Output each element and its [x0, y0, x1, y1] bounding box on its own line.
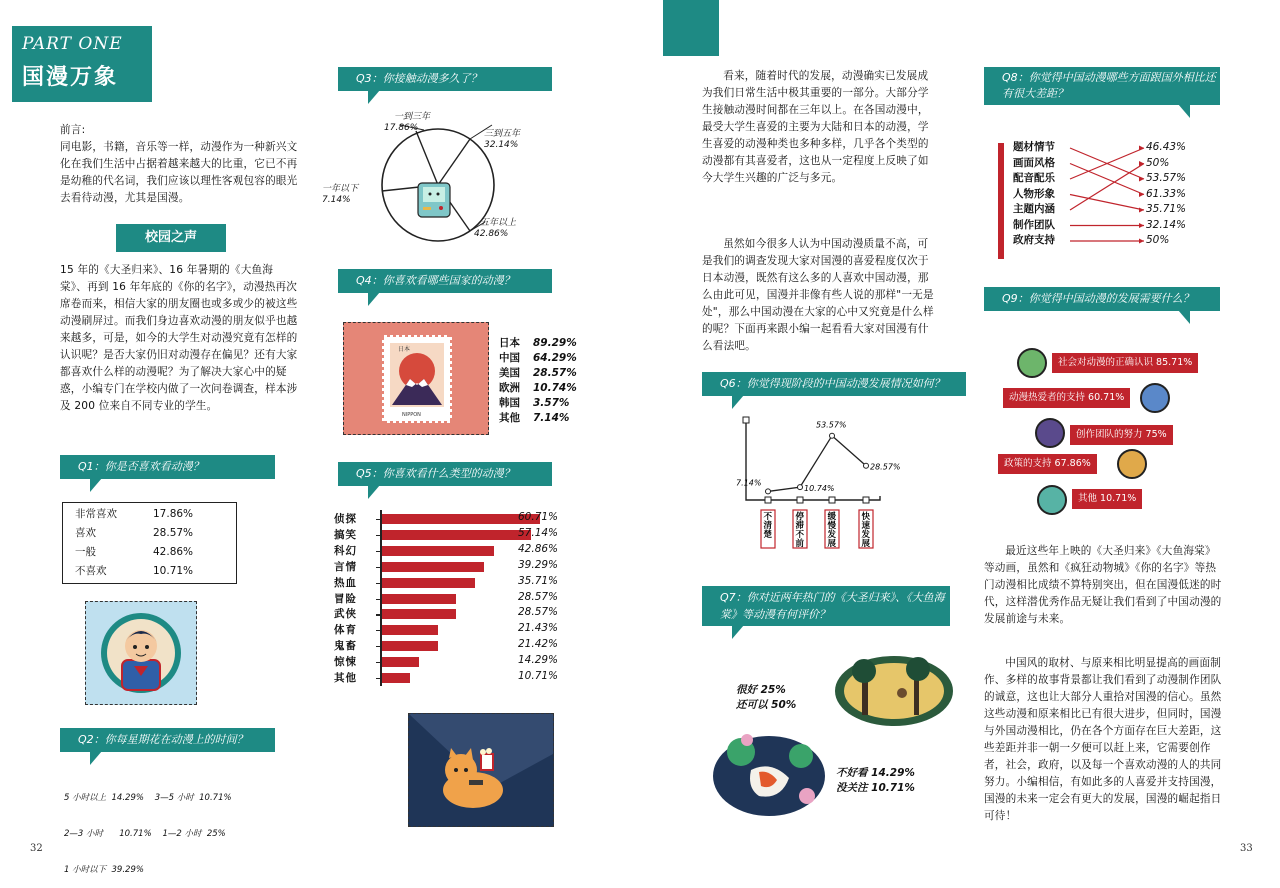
q6-xlabel-char: 发	[827, 530, 837, 540]
q5-tick	[376, 662, 382, 663]
q8-connector	[1070, 195, 1144, 211]
avatar-4	[1117, 449, 1147, 479]
q5-tick	[376, 535, 382, 536]
q7-b-1	[836, 766, 915, 781]
q5-bar-chart	[334, 510, 574, 690]
q4-item	[499, 336, 577, 351]
q8-redline	[998, 143, 1004, 259]
q8-label: 主题内涵	[1013, 203, 1055, 215]
q6-xlabel-char: 楚	[763, 530, 773, 540]
q8-values	[1146, 140, 1186, 249]
q6-series-line	[768, 436, 866, 492]
q9-tag-4-label: 政策的支持	[1004, 458, 1052, 469]
q1-row	[75, 543, 224, 562]
q3-label-1-value: 17.86%	[384, 123, 419, 133]
q5-bar	[382, 625, 438, 635]
q8-connector	[1070, 164, 1144, 195]
q9-tag-2	[1003, 388, 1130, 408]
right-outro-p2: 中国风的取材、与原来相比明显提高的画面制作、多样的故事背景都让我们看到了动漫制作团队的诚意，这也让大部分人重拾对国漫的信心。虽然这些动漫和原来相比已有很大进步，但同时，国漫与外国动漫相比，仍在各个方面存在巨大差距，这些差距并非一朝一夕便可以赶上来，它需要创作者，社会，政府，以及每一个喜欢动漫的人的共同努力。小编相信，有如此多的人喜爱并支持国漫，国漫的未来一定会有更大的发展，国漫的崛起指日可待！	[984, 657, 1222, 822]
q5-bar-value: 39.29%	[518, 558, 559, 571]
q1-row-label: 非常喜欢	[75, 508, 117, 520]
q8-label: 政府支持	[1013, 234, 1055, 246]
q5-bar	[382, 641, 438, 651]
q2-results	[64, 768, 232, 888]
intro-label: 前言:	[60, 124, 86, 136]
q9-banner: Q9：你觉得中国动漫的发展需要什么？	[984, 287, 1220, 311]
q5-bar-value: 21.43%	[518, 622, 559, 635]
q3-label-3	[322, 184, 358, 206]
q1-table	[62, 502, 237, 584]
q8-arrowhead	[1139, 208, 1144, 213]
q5-bar-value: 42.86%	[518, 542, 559, 555]
koi-icon	[711, 730, 827, 818]
q1-banner: Q1：你是否喜欢看动漫？	[60, 455, 275, 479]
q5-bar-label: 其他	[334, 672, 357, 684]
q6-point	[798, 485, 803, 490]
q5-tick	[376, 678, 382, 679]
q5-tick	[376, 646, 382, 647]
q6-xlabel-char: 不	[763, 512, 773, 522]
q5-bar	[382, 546, 494, 556]
q5-bar	[382, 673, 410, 683]
q5-tick	[376, 519, 382, 520]
q4-item-label: 欧洲	[499, 382, 520, 394]
q5-bar-label: 武侠	[334, 608, 357, 621]
q5-bar-label: 热血	[334, 576, 357, 589]
q6-xlabel-char: 慢	[827, 521, 837, 531]
q9-tag-5-value: 10.71%	[1100, 493, 1137, 504]
q6-xtick	[829, 497, 835, 503]
right-intro-p1: 看来，随着时代的发展，动漫确实已发展成为我们日常生活中极其重要的一部分。大部分学生接触动漫时间都在三年以上。在各国动漫中，最受大学生喜爱的主要为大陆和日本的动漫，学生喜爱的动漫种类也多种多样，几乎各个类型的动漫都有其喜爱者，这也从一定程度上反映了如今大学生兴趣的广泛与多元。	[702, 70, 929, 184]
q2-line-3: 1 小时以下 39.29%	[64, 865, 144, 875]
voice-text: 15 年的《大圣归来》、16 年暑期的《大鱼海棠》、再到 16 年年底的《你的名字》，动漫热再次席卷而来，相信大家的朋友圈也或多或少的被这些动漫刷屏过。而我们身边喜欢动漫的朋友似乎也越来越多，可是，如今的大学生对动漫究竟有怎样的认识呢？是否大家仍旧对动漫存在偏见？还有大家都喜欢什么样的动漫呢？为了解决大家心中的疑惑，小编专门在学校内做了一次问卷调查，样本涉及 200 位来自不同专业的学生。	[60, 264, 298, 412]
q6-xlabel-char: 清	[763, 521, 773, 531]
q2-banner: Q2：你每星期花在动漫上的时间？	[60, 728, 275, 752]
q8-arrowhead	[1139, 192, 1144, 197]
q1-row	[75, 562, 224, 581]
q5-bar-label: 科幻	[334, 544, 357, 557]
q6-point	[766, 489, 771, 494]
superhero-illustration	[85, 601, 197, 705]
q8-connector	[1070, 164, 1144, 211]
q5-tick	[376, 567, 382, 568]
q6-xtick	[863, 497, 869, 503]
q6-xlabel-char: 停	[795, 512, 805, 522]
q4-item-value: 7.14%	[533, 412, 570, 424]
q7-b-1-label: 不好看	[836, 767, 868, 779]
q4-item-label: 美国	[499, 367, 520, 379]
intro-block	[60, 122, 300, 207]
q5-bar-value: 10.71%	[518, 670, 559, 682]
avatar-1	[1017, 348, 1047, 378]
q5-bar-value: 60.71%	[518, 511, 559, 523]
q8-value: 50%	[1146, 156, 1170, 169]
q7-banner: Q7：你对近两年热门的《大圣归来》、《大鱼海棠》等动漫有何评价？	[702, 586, 950, 626]
q6-point-value: 53.57%	[816, 420, 847, 430]
q5-bar	[382, 514, 540, 524]
page-number-right: 33	[1240, 843, 1253, 854]
page-title: 国漫万象	[22, 65, 119, 90]
q4-item-value: 64.29%	[533, 352, 577, 364]
q3-label-2-name: 三到五年	[484, 129, 521, 139]
q6-xtick	[797, 497, 803, 503]
q4-item-value: 3.57%	[533, 397, 570, 409]
q5-banner: Q5：你喜欢看什么类型的动漫？	[338, 462, 552, 486]
q5-tick	[376, 630, 382, 631]
q3-banner: Q3：你接触动漫多久了？	[338, 67, 552, 91]
q4-list	[499, 336, 577, 426]
q8-label: 人物形象	[1013, 187, 1055, 200]
q9-tag-3-value: 75%	[1145, 429, 1167, 440]
voice-title: 校园之声	[116, 224, 226, 252]
q6-line-chart	[722, 412, 912, 552]
q4-item	[499, 396, 577, 411]
avatar-2	[1140, 383, 1170, 413]
cat-popcorn-icon	[409, 714, 553, 826]
q6-point-value: 10.74%	[804, 484, 835, 494]
q5-tick	[376, 583, 382, 584]
q5-tick	[376, 599, 382, 600]
q3-label-4-name: 五年以上	[480, 218, 517, 228]
q8-arrowhead	[1139, 223, 1144, 228]
q3-label-1	[384, 112, 430, 134]
q5-bar-label: 惊悚	[334, 656, 357, 669]
q8-value: 46.43%	[1146, 141, 1187, 153]
q6-xlabel-char: 滞	[795, 521, 805, 531]
q9-tag-2-value: 60.71%	[1088, 392, 1125, 403]
q6-xlabel-char: 缓	[827, 512, 837, 522]
q1-row-label: 不喜欢	[75, 565, 107, 577]
q8-banner: Q8：你觉得中国动漫哪些方面跟国外相比还有很大差距？	[984, 67, 1220, 105]
q5-bar-label: 鬼畜	[334, 640, 357, 653]
fuji-stamp-icon	[344, 323, 488, 434]
q5-bar	[382, 562, 484, 572]
q7-a-1-value: 25%	[760, 684, 786, 696]
intro-text: 同电影，书籍，音乐等一样，动漫作为一种新兴文化在我们生活中占据着越来越大的比重，它已不再是幼稚的代名词，我们应该以理性客观包容的眼光去看待动漫，尤其是国漫。	[60, 141, 298, 204]
q6-point	[864, 463, 869, 468]
stamp-jp: 日本	[398, 346, 411, 353]
q3-label-1-name: 一到三年	[394, 112, 431, 122]
koi-illustration	[711, 730, 827, 818]
q1-row	[75, 524, 224, 543]
q4-banner: Q4：你喜欢看哪些国家的动漫？	[338, 269, 552, 293]
q1-row-label: 一般	[75, 546, 96, 558]
q7-a-2-label: 还可以	[736, 699, 768, 711]
q9-tag-2-label: 动漫热爱者的支持	[1009, 392, 1086, 403]
q1-row	[75, 505, 224, 524]
q7-b-2	[836, 781, 915, 796]
q8-value: 32.14%	[1146, 218, 1187, 231]
q8-labels	[1013, 140, 1055, 249]
q3-label-4-value: 42.86%	[474, 229, 509, 239]
q9-tag-1-value: 85.71%	[1156, 357, 1193, 368]
q4-item-label: 韩国	[499, 397, 520, 409]
q5-bar	[382, 530, 531, 540]
q8-connectors	[1066, 140, 1152, 255]
q3-label-3-value: 7.14%	[322, 195, 351, 205]
q1-rows	[75, 505, 224, 581]
q1-row-value: 10.71%	[153, 565, 194, 577]
stamp-text: NIPPON	[402, 412, 421, 418]
q6-axis-cap	[743, 417, 749, 423]
q9-tag-4-value: 67.86%	[1054, 458, 1091, 469]
page-number-left: 32	[30, 843, 43, 854]
q5-bar-value: 28.57%	[518, 606, 559, 619]
q4-item	[499, 351, 577, 366]
forest-illustration	[834, 655, 954, 727]
superhero-icon	[86, 602, 196, 704]
right-outro-p1: 最近这些年上映的《大圣归来》《大鱼海棠》等动画，虽然和《疯狂动物城》《你的名字》等热门动漫相比成绩不算特别突出，但在国漫低迷的时代，这样潜优秀作品无疑让我们看到了中国动漫的发展前途与未来。	[984, 545, 1222, 625]
q5-bar-value: 57.14%	[518, 526, 559, 539]
q7-a-1-label: 很好	[736, 684, 757, 696]
q9-tag-4	[998, 454, 1097, 474]
q6-point-value: 7.14%	[736, 478, 762, 488]
cat-illustration	[408, 713, 554, 827]
q5-bar	[382, 657, 419, 667]
q8-label: 制作团队	[1013, 218, 1055, 231]
q7-a-2-value: 50%	[771, 699, 797, 711]
q5-bar-label: 搞笑	[334, 528, 357, 541]
q8-label: 画面风格	[1013, 156, 1055, 169]
q1-row-value: 42.86%	[153, 546, 194, 558]
q7-b-2-label: 没关注	[836, 782, 868, 794]
q3-label-2	[484, 129, 520, 151]
q6-xlabel-char: 发	[861, 530, 871, 540]
q5-bar	[382, 594, 456, 604]
q8-value: 35.71%	[1146, 203, 1187, 215]
q5-bar	[382, 578, 475, 588]
q4-item-label: 中国	[499, 352, 520, 364]
q5-bar-value: 28.57%	[518, 590, 559, 603]
top-tab	[663, 0, 719, 56]
q2-line-2: 2—3 小时 10.71% 1—2 小时 25%	[64, 829, 226, 839]
q6-xlabel-char: 速	[861, 521, 871, 531]
q5-bar-label: 体育	[334, 624, 357, 637]
q5-bar-value: 21.42%	[518, 638, 559, 651]
q9-tag-5-label: 其他	[1078, 493, 1098, 504]
q6-xtick	[765, 497, 771, 503]
q6-xlabel-char: 快	[861, 512, 871, 522]
q6-point	[830, 433, 835, 438]
q4-item-value: 10.74%	[533, 382, 577, 394]
q5-bar-label: 侦探	[334, 513, 357, 525]
avatar-5	[1037, 485, 1067, 515]
q4-item-value: 89.29%	[533, 337, 577, 349]
part-label: PART ONE	[22, 34, 123, 54]
q5-bar-value: 14.29%	[518, 654, 559, 667]
right-intro-p2: 虽然如今很多人认为中国动漫质量不高，可是我们的调查发现大家对国漫的喜爱程度仅次于日本动漫，既然有这么多的人喜欢中国动漫，那么由此可见，国漫并非像有些人说的那样"一无是处"，那么中国动漫在大家的心中又究竟是什么样的呢？下面再来跟小编一起看看大家对国漫有什么看法吧。	[702, 238, 934, 352]
q4-item-value: 28.57%	[533, 367, 577, 379]
q9-tag-3	[1070, 425, 1173, 445]
q5-bar	[382, 609, 456, 619]
q4-item-label: 日本	[499, 337, 520, 349]
q9-tag-1-label: 社会对动漫的正确认识	[1058, 357, 1154, 368]
q6-point-value: 28.57%	[870, 462, 901, 472]
q5-bar-value: 35.71%	[518, 574, 559, 587]
avatar-3	[1035, 418, 1065, 448]
q2-line-1: 5 小时以上 14.29% 3—5 小时 10.71%	[64, 793, 232, 803]
q4-item	[499, 381, 577, 396]
q5-bar-label: 言情	[334, 560, 357, 573]
q8-value: 53.57%	[1146, 172, 1187, 184]
q8-label: 题材情节	[1013, 141, 1055, 153]
q3-label-3-name: 一年以下	[322, 184, 359, 194]
q7-a-2	[736, 698, 796, 713]
q9-tag-3-label: 创作团队的努力	[1076, 429, 1143, 440]
q3-label-2-value: 32.14%	[484, 140, 519, 150]
q7-group-b	[836, 766, 915, 796]
q8-arrowhead	[1139, 146, 1144, 151]
q6-banner: Q6：你觉得现阶段的中国动漫发展情况如何？	[702, 372, 966, 396]
q7-b-1-value: 14.29%	[871, 767, 915, 779]
q4-item	[499, 411, 577, 426]
q9-tag-1	[1052, 353, 1198, 373]
q5-bar-label: 冒险	[334, 592, 357, 605]
q8-arrowhead	[1139, 177, 1144, 182]
q6-xlabel-char: 不	[795, 530, 805, 540]
q8-value: 50%	[1146, 234, 1170, 246]
q7-group-a	[736, 683, 796, 713]
q6-xlabel-char: 前	[795, 539, 805, 549]
q1-row-value: 17.86%	[153, 508, 194, 520]
q5-tick	[376, 551, 382, 552]
q1-row-label: 喜欢	[75, 527, 96, 539]
q1-row-value: 28.57%	[153, 527, 194, 539]
q4-item-label: 其他	[499, 412, 520, 424]
part-header	[12, 26, 152, 102]
q8-value: 61.33%	[1146, 187, 1187, 200]
q9-tag-5	[1072, 489, 1142, 509]
q7-a-1	[736, 683, 796, 698]
q6-xlabel-char: 展	[827, 539, 837, 549]
q5-tick	[376, 614, 382, 615]
stamp-illustration	[343, 322, 489, 435]
q6-xlabel-char: 展	[861, 539, 871, 549]
forest-icon	[834, 655, 954, 727]
q8-label: 配音配乐	[1013, 172, 1055, 184]
q3-label-4	[474, 218, 516, 240]
q4-item	[499, 366, 577, 381]
q7-b-2-value: 10.71%	[871, 782, 915, 794]
q8-arrowhead	[1139, 239, 1144, 244]
